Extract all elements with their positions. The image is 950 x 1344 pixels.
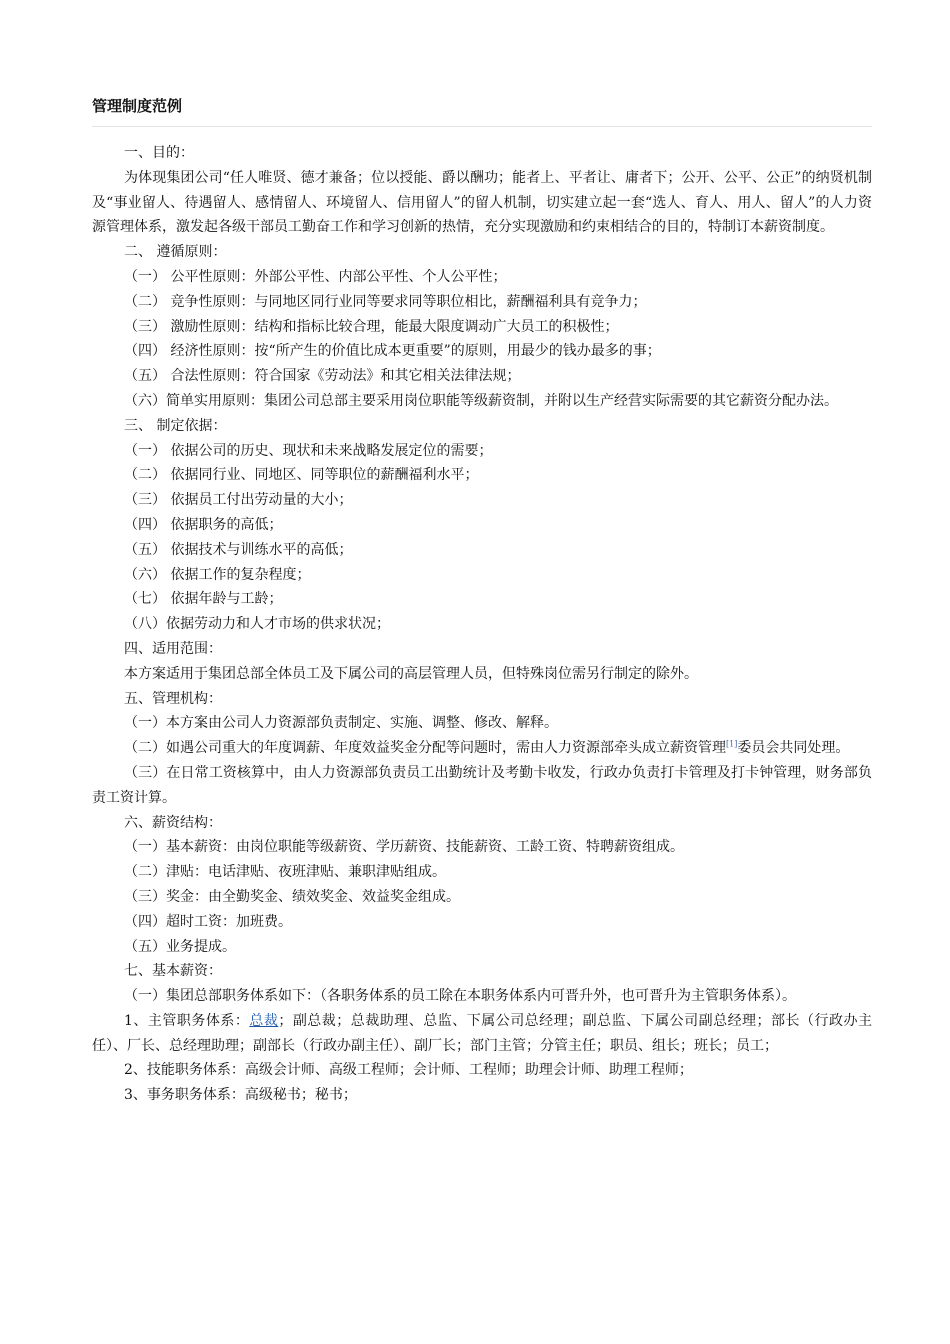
president-link[interactable]: 总裁 [249,1012,279,1029]
paragraph: 五、管理机构： [124,690,222,707]
paragraph: （二） 依据同行业、同地区、同等职位的薪酬福利水平； [124,467,479,484]
paragraph: （一） 依据公司的历史、现状和未来战略发展定位的需要； [124,442,493,459]
document-page [92,96,872,1108]
paragraph: （二）津贴：电话津贴、夜班津贴、兼职津贴组成。 [124,864,446,881]
paragraph: 3、事务职务体系：高级秘书；秘书； [124,1087,357,1104]
paragraph: （四） 依据职务的高低； [124,516,283,533]
paragraph: （五） 依据技术与训练水平的高低； [124,541,353,558]
document-body [92,141,872,1108]
paragraph: 2、技能职务体系：高级会计师、高级工程师；会计师、工程师；助理会计师、助理工程师； [124,1062,693,1079]
paragraph: （三）在日常工资核算中，由人力资源部负责员工出勤统计及考勤卡收发，行政办负责打卡管理及打卡钟管理，财务部负责工资计算。 [92,764,872,806]
paragraph: （三）奖金：由全勤奖金、绩效奖金、效益奖金组成。 [124,888,460,905]
body-section-2 [92,761,872,1009]
paragraph: 三、 制定依据： [124,417,227,434]
paragraph: （四） 经济性原则：按“所产生的价值比成本更重要”的原则，用最少的钱办最多的事； [124,343,661,360]
paragraph: 四、适用范围： [124,640,222,657]
paragraph: （八）依据劳动力和人才市场的供求状况； [124,616,390,633]
footnote-reference[interactable]: [1] [726,739,738,749]
paragraph-text: 1、主管职务体系： [124,1012,250,1029]
page-title: 管理制度范例 [92,97,183,115]
paragraph: 七、基本薪资： [124,963,222,980]
paragraph: （五） 合法性原则：符合国家《劳动法》和其它相关法律法规； [124,368,521,385]
title-divider [92,126,872,127]
paragraph: 二、 遵循原则： [124,244,227,261]
paragraph: 本方案适用于集团总部全体员工及下属公司的高层管理人员，但特殊岗位需另行制定的除外。 [124,665,698,682]
paragraph: 六、薪资结构： [124,814,222,831]
paragraph-text: ；副总裁；总裁助理、总监、下属公司总经理；副总监、下属公司副总经理；部长（行政办主任）、厂长、总经理助理；副部长（行政办副主任）、副厂长；部门主管；分管主任；职员、组长；班长；员工； [92,1012,872,1054]
paragraph: （六）简单实用原则：集团公司总部主要采用岗位职能等级薪资制，并附以生产经营实际需要的其它薪资分配办法。 [124,392,838,409]
paragraph: （四）超时工资：加班费。 [124,913,292,930]
paragraph: （五）业务提成。 [124,938,236,955]
paragraph: （一）集团总部职务体系如下：（各职务体系的员工除在本职务体系内可晋升外，也可晋升为主管职务体系）。 [124,988,796,1005]
paragraph-text: 委员会共同处理。 [737,740,850,757]
paragraph: （三） 激励性原则：结构和指标比较合理，能最大限度调动广大员工的积极性； [124,318,619,335]
paragraph-with-reference [92,736,872,761]
paragraph: （一）基本薪资：由岗位职能等级薪资、学历薪资、技能薪资、工龄工资、特聘薪资组成。 [124,839,684,856]
paragraph: （六） 依据工作的复杂程度； [124,566,311,583]
paragraph: 为体现集团公司“任人唯贤、德才兼备；位以授能、爵以酬功；能者上、平者让、庸者下；公开、公平、公正”的纳贤机制及“事业留人、待遇留人、感情留人、环境留人、信用留人”的留人机制，切实建立起一套“选人、育人、用人、留人”的人力资源管理体系，激发起各级干部员工勤奋工作和学习创新的热情，充分实现激励和约束相结合的目的，特制订本薪资制度。 [92,169,872,236]
body-section-1 [92,141,872,736]
paragraph: （七） 依据年龄与工龄； [124,591,283,608]
body-section-3 [92,1058,872,1108]
paragraph: （二） 竞争性原则：与同地区同行业同等要求同等职位相比，薪酬福利具有竞争力； [124,293,647,310]
paragraph-with-link [92,1009,872,1059]
paragraph: （三） 依据员工付出劳动量的大小； [124,492,353,509]
paragraph-text: （二）如遇公司重大的年度调薪、年度效益奖金分配等问题时，需由人力资源部牵头成立薪资管理 [124,740,726,757]
paragraph: （一）本方案由公司人力资源部负责制定、实施、调整、修改、解释。 [124,715,558,732]
paragraph: 一、目的： [124,145,194,161]
paragraph: （一） 公平性原则：外部公平性、内部公平性、个人公平性； [124,268,507,285]
